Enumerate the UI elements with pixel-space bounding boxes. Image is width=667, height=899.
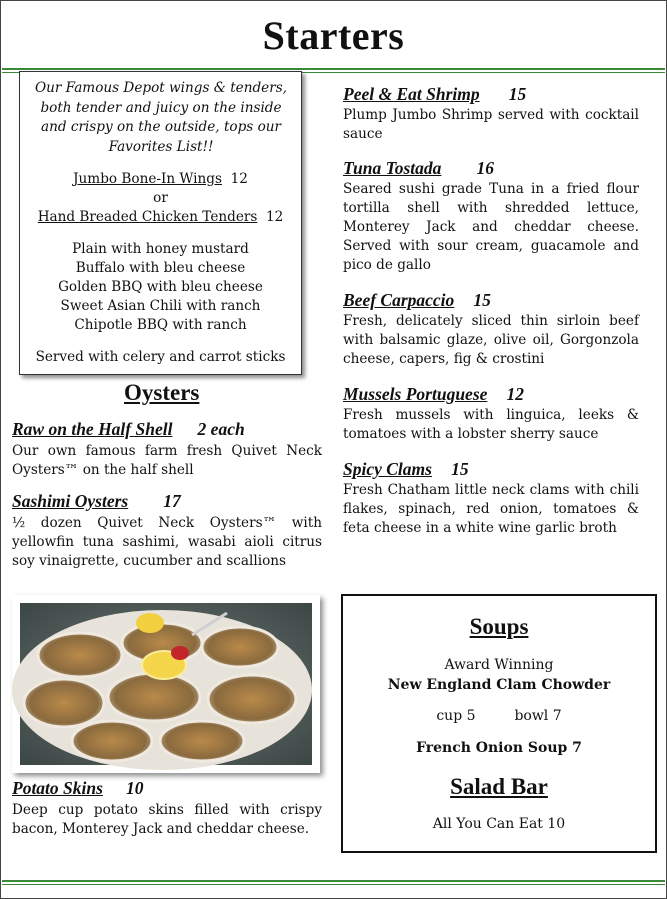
wings-box [19,71,302,375]
menu-item-name: Beef Carpaccio [343,290,455,310]
oyster-item-name: Raw on the Half Shell [12,419,173,439]
oyster-item-desc: ½ dozen Quivet Neck Oysters™ with yellowfin tuna sashimi, wasabi aioli citrus soy vinaigrette, cucumber and scallions [12,515,322,569]
wings-item-2-name: Hand Breaded Chicken Tenders [37,209,258,225]
menu-item-price: 15 [473,290,491,310]
wings-item-1 [20,171,301,187]
potato-item-name: Potato Skins [12,778,103,798]
wings-intro: Our Famous Depot wings & tenders, both tender and juicy on the inside and crispy on the outside, tops our Favorites List!! [34,80,288,155]
menu-item-price: 16 [476,158,494,178]
soups-sizes [343,708,655,724]
menu-item [343,158,639,275]
sauce-option: Golden BBQ with bleu cheese [58,279,263,295]
soups-title: Soups [469,614,529,639]
oyster-item [12,491,322,571]
menu-item [343,84,639,144]
menu-item-desc: Fresh mussels with linguica, leeks & tomatoes with a lobster sherry sauce [343,407,639,442]
menu-item [343,459,639,538]
sauce-option: Plain with honey mustard [72,241,249,257]
wings-item-2-price: 12 [266,209,284,225]
menu-item-desc: Plump Jumbo Shrimp served with cocktail sauce [343,107,639,142]
soups-award: Award Winning [444,657,554,673]
menu-item-name: Peel & Eat Shrimp [343,84,480,104]
salad-line: All You Can Eat 10 [432,816,566,832]
menu-item-price: 15 [451,459,469,479]
title-rule [2,68,665,70]
potato-item-price: 10 [126,778,144,798]
oyster-item-desc: Our own famous farm fresh Quivet Neck Oysters™ on the half shell [12,443,322,478]
menu-item-name: Spicy Clams [343,459,432,479]
soups-box [341,594,657,853]
oysters-title: Oysters [124,380,200,405]
wings-item-1-price: 12 [230,171,248,187]
menu-item [343,384,639,444]
soups-bowl-price: bowl 7 [514,708,562,724]
wings-or: or [153,190,168,206]
menu-item-price: 15 [508,84,527,104]
wings-item-2 [20,209,301,225]
oyster-item [12,419,322,480]
menu-item-price: 12 [506,384,524,404]
salad-title: Salad Bar [450,774,548,799]
sauce-option: Buffalo with bleu cheese [75,260,246,276]
soups-cup-price: cup 5 [436,708,476,724]
soups-onion: French Onion Soup 7 [416,740,582,756]
oyster-item-price: 2 each [197,419,245,439]
oyster-photo [12,595,320,773]
menu-item-desc: Fresh, delicately sliced thin sirloin beef with balsamic glaze, olive oil, Gorgonzola cheese, capers, fig & crostini [343,313,639,367]
sauce-option: Chipotle BBQ with ranch [74,317,247,333]
oyster-plate-image [12,595,320,773]
page-title: Starters [262,13,405,58]
sauce-option: Sweet Asian Chili with ranch [60,298,261,314]
potato-item [12,778,322,839]
menu-item-name: Tuna Tostada [343,158,442,178]
bottom-rule [2,880,665,882]
wings-item-1-name: Jumbo Bone-In Wings [73,171,222,187]
soups-chowder: New England Clam Chowder [387,677,611,693]
oyster-item-name: Sashimi Oysters [12,491,129,511]
menu-item-desc: Fresh Chatham little neck clams with chili flakes, spinach, red onion, tomatoes & feta cheese in a white wine garlic broth [343,482,639,536]
bottom-rule-thin [2,884,665,885]
wings-served: Served with celery and carrot sticks [35,349,286,365]
menu-item-desc: Seared sushi grade Tuna in a fried flour tortilla shell with shredded lettuce, Monterey Jack and cheddar cheese. Served with sour cream, guacamole and pico de gallo [343,181,639,273]
potato-item-desc: Deep cup potato skins filled with crispy bacon, Monterey Jack and cheddar cheese. [12,802,322,837]
menu-item [343,290,639,369]
oyster-item-price: 17 [163,491,181,511]
menu-item-name: Mussels Portuguese [343,384,488,404]
